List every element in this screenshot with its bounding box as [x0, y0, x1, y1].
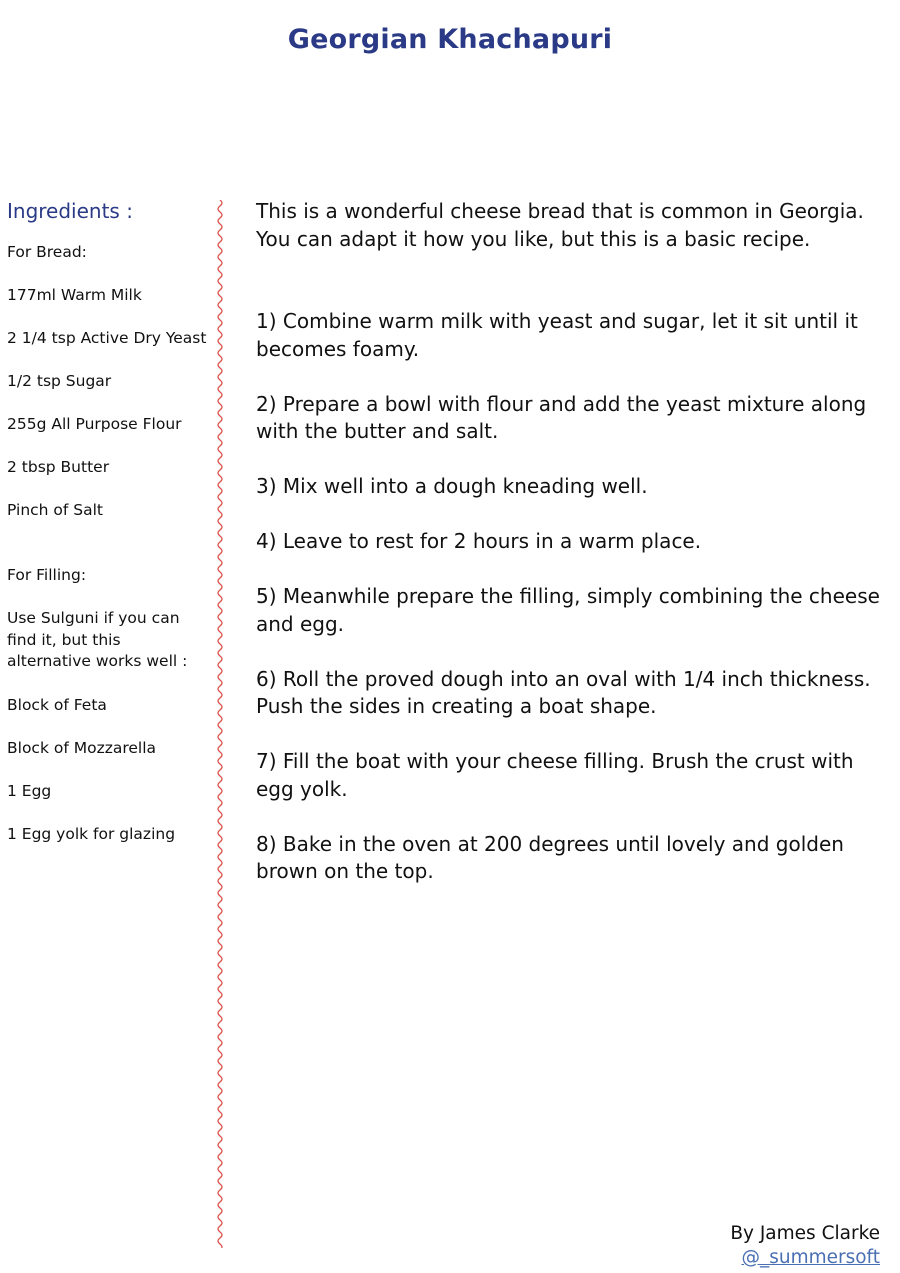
step-item: 5) Meanwhile prepare the filling, simply combining the cheese and egg. — [256, 584, 880, 636]
ingredient-item: 2 tbsp Butter — [7, 458, 110, 476]
step-item: 2) Prepare a bowl with flour and add the yeast mixture along with the butter and salt. — [256, 391, 867, 443]
bread-section-label: For Bread: — [7, 243, 87, 261]
ingredient-item: 1 Egg — [7, 781, 52, 800]
author-block — [730, 1222, 880, 1270]
ingredient-item: Block of Mozzarella — [7, 738, 157, 757]
ingredient-item: 1 Egg yolk for glazing — [7, 824, 176, 843]
wavy-divider — [213, 200, 227, 1248]
intro-text: This is a wonderful cheese bread that is common in Georgia. You can adapt it how you like, but this is a basic recipe. — [256, 199, 864, 251]
ingredient-item: Block of Feta — [7, 695, 107, 714]
ingredient-item: 2 1/4 tsp Active Dry Yeast — [7, 329, 207, 347]
ingredient-item: 1/2 tsp Sugar — [7, 372, 112, 390]
ingredients-column — [7, 198, 207, 867]
ingredient-item: 177ml Warm Milk — [7, 286, 142, 304]
step-item: 1) Combine warm milk with yeast and sugar, let it sit until it becomes foamy. — [256, 309, 858, 361]
ingredient-item: 255g All Purpose Flour — [7, 415, 182, 433]
step-item: 8) Bake in the oven at 200 degrees until lovely and golden brown on the top. — [256, 831, 844, 883]
section-spacer — [7, 543, 207, 565]
step-item: 3) Mix well into a dough kneading well. — [256, 474, 648, 498]
author-byline: By James Clarke — [730, 1223, 880, 1244]
wavy-divider-line — [218, 200, 222, 1248]
steps-list — [256, 308, 886, 913]
filling-section-label: For Filling: — [7, 566, 87, 584]
ingredient-item: Pinch of Salt — [7, 501, 103, 519]
ingredients-heading: Ingredients : — [7, 199, 133, 223]
filling-note: Use Sulguni if you can find it, but this alternative works well : — [7, 609, 188, 670]
page-title: Georgian Khachapuri — [287, 24, 613, 56]
step-item: 4) Leave to rest for 2 hours in a warm place. — [256, 529, 702, 553]
step-item: 6) Roll the proved dough into an oval with 1/4 inch thickness. Push the sides in creating a boat shape. — [256, 666, 871, 718]
step-item: 7) Fill the boat with your cheese filling. Brush the crust with egg yolk. — [256, 749, 854, 801]
author-handle-link[interactable]: @_summersoft — [741, 1247, 880, 1268]
